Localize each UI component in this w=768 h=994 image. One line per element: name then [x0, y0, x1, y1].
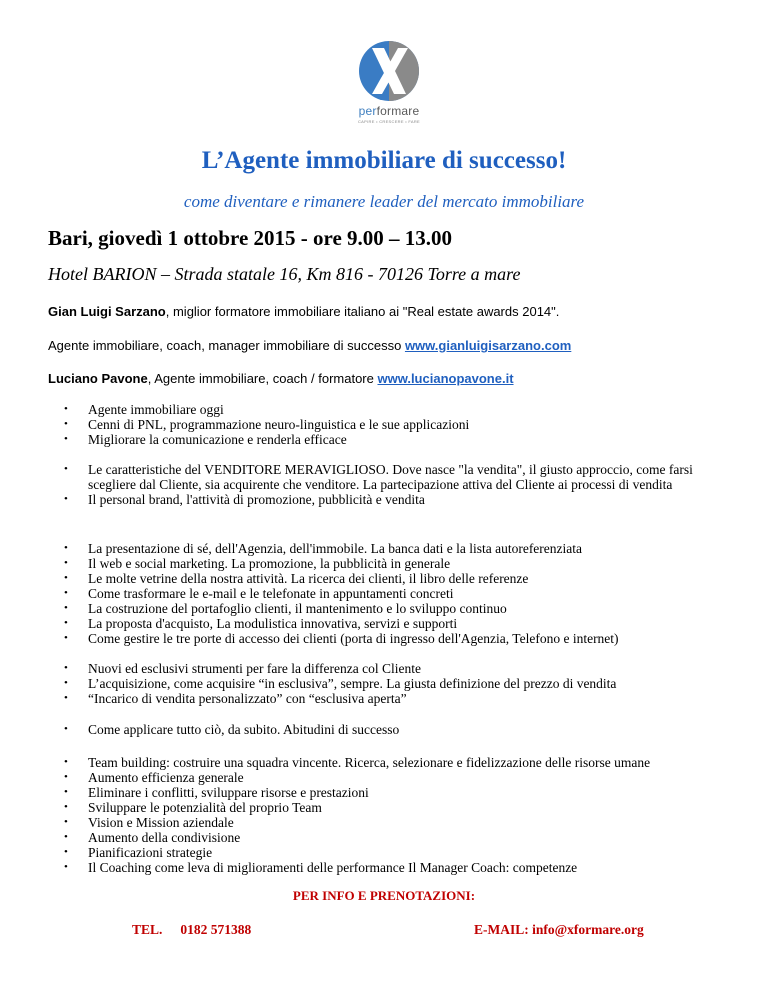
list-item: • Sviluppare le potenzialità del proprio Team — [64, 800, 704, 815]
page-title: L’Agente immobiliare di successo! — [201, 147, 567, 174]
list-item: • Il Coaching come leva di miglioramenti delle performance Il Manager Coach: competenze — [64, 860, 704, 875]
link-gianluigisarzano[interactable]: www.gianluigisarzano.com — [404, 338, 572, 353]
topic-group-3 — [64, 541, 704, 646]
list-item: • Aumento della condivisione — [64, 830, 704, 845]
phone-number[interactable]: 0182 571388 — [180, 922, 252, 937]
list-item: • Migliorare la comunicazione e renderla efficace — [64, 432, 704, 447]
topic-group-5 — [64, 722, 704, 737]
list-item: • Team building: costruire una squadra vincente. Ricerca, selezionare e fidelizzazione delle risorse umane — [64, 755, 704, 770]
email-contact[interactable]: E-MAIL: info@xformare.org — [474, 922, 644, 937]
list-item: • Il web e social marketing. La promozione, la pubblicità in generale — [64, 556, 704, 571]
list-item: • Nuovi ed esclusivi strumenti per fare la differenza col Cliente — [64, 661, 704, 676]
list-item: • “Incarico di vendita personalizzato” con “esclusiva aperta” — [64, 691, 704, 706]
list-item: • Le molte vetrine della nostra attività. La ricerca dei clienti, il libro delle referenze — [64, 571, 704, 586]
list-item: • Pianificazioni strategie — [64, 845, 704, 860]
phone-contact — [132, 922, 251, 938]
speaker-name-pavone: Luciano Pavone — [48, 371, 148, 386]
speaker-line-sarzano: Gian Luigi Sarzano, miglior formatore immobiliare italiano ai "Real estate awards 2014". — [48, 304, 560, 319]
performare-logo — [349, 40, 429, 140]
link-lucianopavone[interactable]: www.lucianopavone.it — [377, 371, 514, 386]
list-item: • Cenni di PNL, programmazione neuro-linguistica e le sue applicazioni — [64, 417, 704, 432]
list-item: • Eliminare i conflitti, sviluppare risorse e prestazioni — [64, 785, 704, 800]
speaker-line-sarzano-role: Agente immobiliare, coach, manager immobiliare di successo www.gianluigisarzano.com — [48, 338, 572, 353]
list-item: • Vision e Mission aziendale — [64, 815, 704, 830]
logo-tagline: CAPIRE • CRESCERE • FARE — [357, 119, 420, 124]
topic-group-2 — [64, 462, 704, 507]
event-venue: Hotel BARION – Strada statale 16, Km 816 - 70126 Torre a mare — [48, 264, 521, 284]
list-item: • Come trasformare le e-mail e le telefonate in appuntamenti concreti — [64, 586, 704, 601]
list-item: • Come gestire le tre porte di accesso dei clienti (porta di ingresso dell'Agenzia, Telefono e internet) — [64, 631, 704, 646]
list-item: • La proposta d'acquisto, La modulistica innovativa, servizi e supporti — [64, 616, 704, 631]
phone-label: TEL. — [132, 922, 163, 937]
logo-wordmark: performare — [358, 104, 420, 118]
info-heading: PER INFO E PRENOTAZIONI: — [292, 888, 476, 903]
list-item: • La presentazione di sé, dell'Agenzia, dell'immobile. La banca dati e la lista autoreferenziata — [64, 541, 704, 556]
topic-group-4 — [64, 661, 704, 706]
list-item: • La costruzione del portafoglio clienti, il mantenimento e lo sviluppo continuo — [64, 601, 704, 616]
list-item: • Come applicare tutto ciò, da subito. Abitudini di successo — [64, 722, 704, 737]
topic-group-1 — [64, 402, 704, 447]
event-date: Bari, giovedì 1 ottobre 2015 - ore 9.00 – 13.00 — [48, 226, 453, 250]
speaker-name-sarzano: Gian Luigi Sarzano — [48, 304, 166, 319]
page-subtitle: come diventare e rimanere leader del mercato immobiliare — [183, 192, 585, 211]
list-item: • Agente immobiliare oggi — [64, 402, 704, 417]
list-item: • L’acquisizione, come acquisire “in esclusiva”, sempre. La giusta definizione del prezzo di vendita — [64, 676, 704, 691]
topic-group-6 — [64, 755, 704, 875]
list-item: • Il personal brand, l'attività di promozione, pubblicità e vendita — [64, 492, 704, 507]
speaker-line-pavone: Luciano Pavone, Agente immobiliare, coach / formatore www.lucianopavone.it — [48, 371, 514, 386]
list-item: • Aumento efficienza generale — [64, 770, 704, 785]
x-logo-icon — [358, 40, 420, 102]
list-item: • Le caratteristiche del VENDITORE MERAVIGLIOSO. Dove nasce "la vendita", il giusto approccio, come farsi scegliere dal Cliente, sia acquirente che venditore. La partecipazione attiva del Cliente ai processi di vendita — [64, 462, 704, 492]
